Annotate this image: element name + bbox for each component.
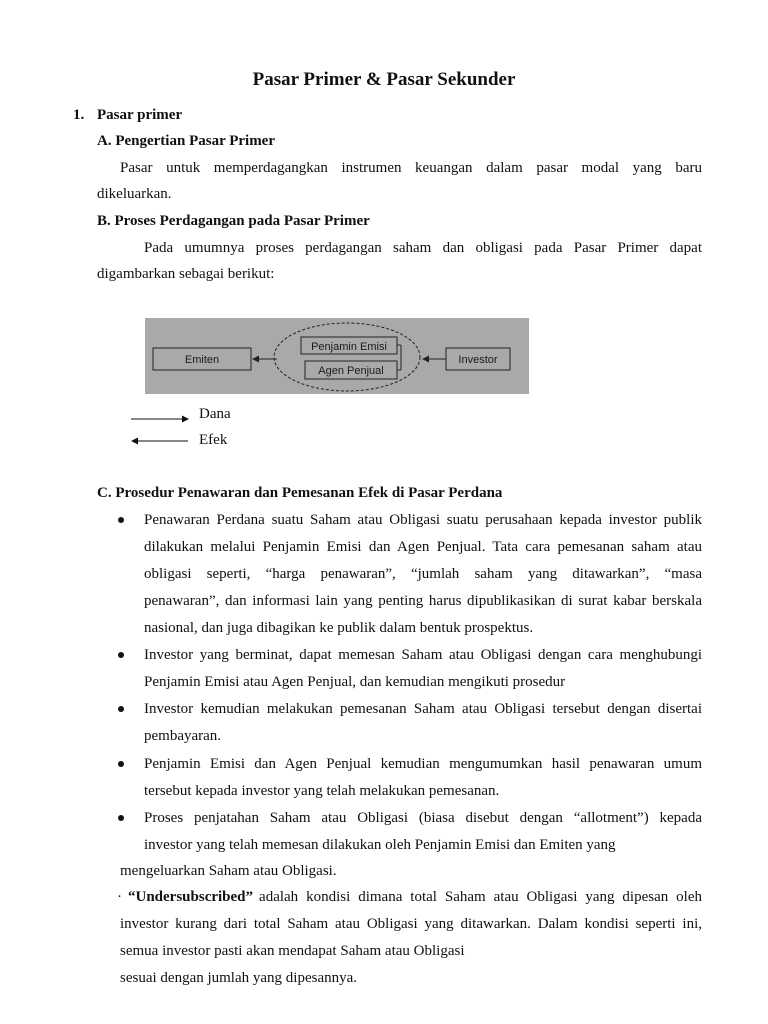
- bullet3-line2: pembayaran.: [144, 728, 222, 744]
- para-a-line1: Pasar untuk memperdagangkan instrumen keuangan dalam pasar modal yang baru: [120, 160, 702, 176]
- bullet2-line2: Penjamin Emisi atau Agen Penjual, dan kemudian mengikuti prosedur: [144, 674, 566, 690]
- bullet2-line1: Investor yang berminat, dapat memesan Saham atau Obligasi dengan cara menghubungi: [144, 647, 702, 663]
- bullet5-line2: investor yang telah memesan dilakukan oleh Penjamin Emisi dan Emiten yang: [144, 837, 616, 853]
- penjamin-label: Penjamin Emisi: [311, 341, 387, 353]
- para-b-line1: Pada umumnya proses perdagangan saham dan obligasi pada Pasar Primer dapat: [144, 240, 702, 256]
- bullet5-line1: Proses penjatahan Saham atau Obligasi (biasa disebut dengan “allotment”) kepada: [144, 810, 702, 826]
- bullet-icon: [118, 652, 124, 658]
- bullet4-line2: tersebut kepada investor yang telah melakukan pemesanan.: [144, 783, 500, 799]
- process-diagram: [145, 318, 529, 394]
- process-diagram-svg: [145, 318, 529, 394]
- under-line1-rest: adalah kondisi dimana total Saham atau Obligasi yang dipesan oleh: [259, 889, 702, 905]
- subheading-c: C. Prosedur Penawaran dan Pemesanan Efek di Pasar Perdana: [97, 485, 503, 501]
- section-number: 1.: [73, 107, 85, 123]
- process-ellipse: [274, 323, 420, 391]
- bullet3-line1: Investor kemudian melakukan pemesanan Saham atau Obligasi tersebut dengan disertai: [144, 701, 702, 717]
- bullet1-line4: penawaran”, dan informasi lain yang penting harus dipublikasikan di surat kabar berskala: [144, 593, 702, 609]
- under-line4: sesuai dengan jumlah yang dipesannya.: [120, 970, 358, 986]
- page-title: Pasar Primer & Pasar Sekunder: [252, 69, 516, 90]
- bullet1-line2: dilakukan melalui Penjamin Emisi dan Agen Penjual. Tata cara pemesanan saham atau: [144, 539, 702, 555]
- bullet4-line1: Penjamin Emisi dan Agen Penjual kemudian mengumumkan hasil penawaran umum: [144, 756, 702, 772]
- under-line2: investor kurang dari total Saham atau Obligasi yang ditawarkan. Dalam kondisi seperti ini,: [120, 916, 702, 932]
- bullet-icon: [118, 815, 124, 821]
- under-term: “Undersubscribed”: [128, 889, 254, 905]
- emiten-label: Emiten: [184, 354, 220, 366]
- legend-arrows: [128, 411, 194, 447]
- under-line1: [117, 887, 702, 907]
- legend-dana: Dana: [199, 406, 231, 422]
- bullet1-line1: Penawaran Perdana suatu Saham atau Obligasi suatu perusahaan kepada investor publik: [144, 512, 702, 528]
- agen-label: Agen Penjual: [318, 365, 384, 377]
- bullet-icon: [118, 706, 124, 712]
- para-a-line2: dikeluarkan.: [97, 186, 172, 202]
- bullet-icon: [118, 517, 124, 523]
- bullet5-tail: mengeluarkan Saham atau Obligasi.: [120, 863, 337, 879]
- para-b-line2: digambarkan sebagai berikut:: [97, 266, 275, 282]
- investor-label: Investor: [458, 354, 498, 366]
- bullet1-line3: obligasi seperti, “harga penawaran”, “jumlah saham yang ditawarkan”, “masa: [144, 566, 702, 582]
- bullet-icon: [118, 761, 124, 767]
- legend-efek: Efek: [199, 432, 228, 448]
- under-mark: ·: [117, 889, 122, 905]
- subheading-a: A. Pengertian Pasar Primer: [97, 133, 276, 149]
- under-line3: semua investor pasti akan mendapat Saham atau Obligasi: [120, 943, 465, 959]
- section-heading: Pasar primer: [97, 107, 183, 123]
- subheading-b: B. Proses Perdagangan pada Pasar Primer: [97, 213, 370, 229]
- bullet1-line5: nasional, dan juga dibagikan ke publik dalam bentuk prospektus.: [144, 620, 534, 636]
